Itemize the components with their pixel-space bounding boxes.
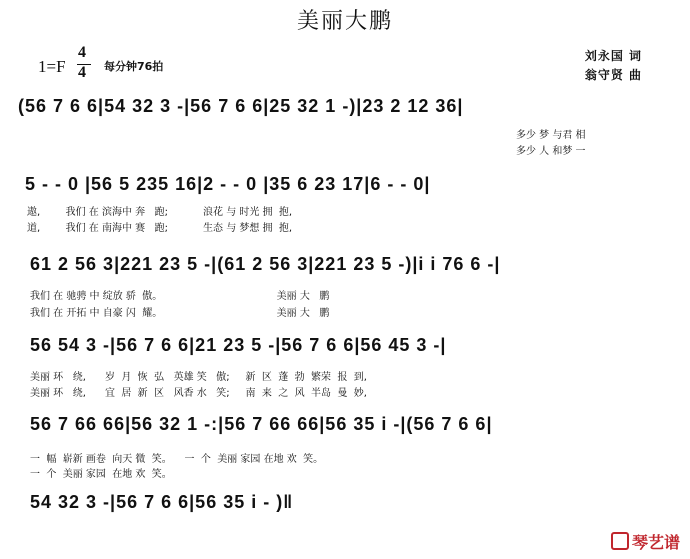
site-logo: 琴艺谱 (600, 511, 680, 553)
composer-credit: 翁守贤 曲 (584, 68, 642, 82)
notation-line-4: 56 54 3 -|56 7 6 6|21 23 5 -|56 7 6 6|56 45 3 -| (30, 335, 447, 355)
lyric-line-4b: 美丽 环 绕, 宜 居 新 区 风香 水 笑; 南 来 之 风 半岛 曼 妙, (30, 388, 367, 399)
lyric-line-3b: 我们 在 开拓 中 自豪 闪 耀。 美丽 大 鹏 (30, 308, 330, 319)
lyric-line-5a: 一 幅 崭新 画卷 向天 微 笑。 一 个 美丽 家园 在地 欢 笑。 (30, 454, 324, 465)
lyric-line-2b: 道, 我们 在 南海中 赛 跑; 生态 与 梦想 拥 抱, (27, 223, 293, 234)
notation-line-3: 61 2 56 3|221 23 5 -|(61 2 56 3|221 23 5 -)|i i 76 6 -| (30, 254, 501, 274)
notation-line-2: 5 - - 0 |56 5 235 16|2 - - 0 |35 6 23 17|6 - - 0| (25, 174, 431, 194)
page-title: 美丽大鹏 (296, 9, 393, 34)
lyric-line-4a: 美丽 环 绕, 岁 月 恢 弘 英雄 笑 傲; 新 区 蓬 勃 繁荣 报 到, (30, 372, 367, 383)
lyric-line-2a: 遨, 我们 在 滨海中 奔 跑; 浪花 与 时光 拥 抱, (27, 207, 293, 218)
time-signature-top: 4 (78, 44, 86, 61)
tempo-marking: 每分钟76拍 (104, 60, 164, 73)
key-signature: 1=F (38, 57, 66, 76)
notation-line-5: 56 7 66 66|56 32 1 -:|56 7 66 66|56 35 i -|(56 7 6 6| (30, 414, 493, 434)
lyric-line-5b: 一 个 美丽 家园 在地 欢 笑。 (30, 469, 172, 480)
piano-logo-icon (611, 532, 629, 550)
time-signature-bottom: 4 (78, 64, 86, 81)
notation-line-6: 54 32 3 -|56 7 6 6|56 35 i - )‖ (30, 492, 294, 512)
lyricist-credit: 刘永国 词 (584, 49, 642, 63)
notation-line-1: (56 7 6 6|54 32 3 -|56 7 6 6|25 32 1 -)|23 2 12 36| (18, 96, 464, 116)
lyric-line-1b: 多少 人 和梦 一 (516, 146, 586, 157)
lyric-line-3a: 我们 在 驰骋 中 绽放 骄 傲。 美丽 大 鹏 (30, 291, 330, 302)
lyric-line-1a: 多少 梦 与君 相 (516, 130, 586, 141)
